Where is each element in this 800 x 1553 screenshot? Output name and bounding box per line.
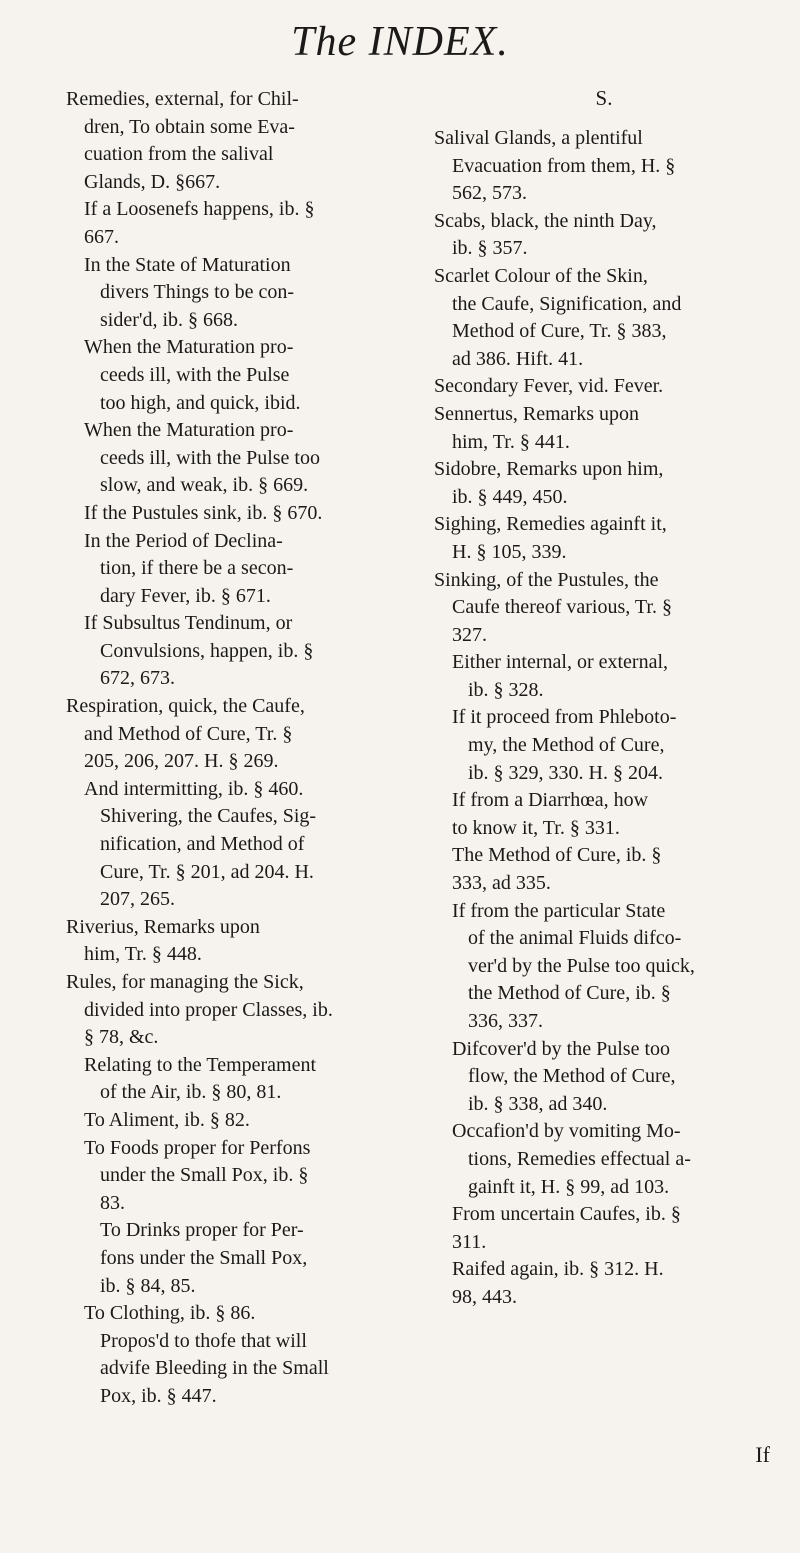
index-line: 672, 673. — [100, 667, 175, 690]
index-line: If it proceed from Phleboto- — [452, 706, 677, 729]
index-line: If from the particular State — [452, 899, 666, 922]
index-line: If Subsultus Tendinum, or — [84, 612, 293, 635]
index-line: Remedies, external, for Chil- — [66, 88, 299, 110]
index-line: divided into proper Classes, ib. — [84, 998, 333, 1021]
index-line: § 78, &c. — [84, 1026, 159, 1049]
index-line: Convulsions, happen, ib. § — [100, 639, 314, 662]
index-line: When the Maturation pro- — [84, 336, 294, 359]
index-line: In the Period of Declina- — [84, 529, 283, 552]
index-line: Method of Cure, Tr. § 383, — [452, 320, 667, 343]
index-line: my, the Method of Cure, — [468, 734, 665, 757]
index-line: ver'd by the Pulse too quick, — [468, 954, 695, 977]
running-head: The INDEX. — [291, 19, 509, 65]
index-line: ib. § 329, 330. H. § 204. — [468, 761, 663, 784]
index-line: Glands, D. §667. — [84, 170, 221, 193]
index-line: Sennertus, Remarks upon — [434, 402, 639, 425]
index-line: In the State of Maturation — [84, 253, 291, 276]
index-line: Secondary Fever, vid. Fever. — [434, 375, 664, 398]
index-line: Sinking, of the Pustules, the — [434, 568, 659, 591]
index-line: 327. — [452, 623, 487, 646]
index-line: And intermitting, ib. § 460. — [84, 777, 304, 800]
index-line: ceeds ill, with the Pulse too — [100, 446, 320, 469]
index-line: When the Maturation pro- — [84, 419, 294, 442]
index-line: Cure, Tr. § 201, ad 204. H. — [100, 860, 314, 883]
index-line: sider'd, ib. § 668. — [100, 308, 239, 331]
index-line: ad 386. Hift. 41. — [452, 347, 584, 370]
index-line: the Method of Cure, ib. § — [468, 982, 671, 1005]
index-line: cuation from the salival — [84, 143, 274, 166]
index-line: 667. — [84, 225, 119, 248]
index-line: Riverius, Remarks upon — [66, 915, 260, 938]
index-line: of the Air, ib. § 80, 81. — [100, 1081, 282, 1104]
index-line: dren, To obtain some Eva- — [84, 115, 295, 138]
index-line: dary Fever, ib. § 671. — [100, 584, 271, 607]
index-line: 562, 573. — [452, 182, 527, 205]
index-line: too high, and quick, ibid. — [100, 391, 301, 414]
index-line: Sidobre, Remarks upon him, — [434, 458, 664, 481]
index-line: Evacuation from them, H. § — [452, 154, 676, 177]
index-line: of the animal Fluids difco- — [468, 927, 682, 950]
index-line: him, Tr. § 448. — [84, 943, 202, 966]
index-line: divers Things to be con- — [100, 281, 295, 304]
index-line: Salival Glands, a plentiful — [434, 127, 643, 149]
index-line: ceeds ill, with the Pulse — [100, 363, 290, 386]
index-line: Difcover'd by the Pulse too — [452, 1037, 671, 1060]
index-line: 311. — [452, 1230, 487, 1253]
index-line: 205, 206, 207. H. § 269. — [84, 750, 279, 773]
index-line: slow, and weak, ib. § 669. — [100, 474, 309, 497]
index-line: advife Bleeding in the Small — [100, 1357, 329, 1380]
index-line: 336, 337. — [468, 1010, 543, 1032]
index-line: tions, Remedies effectual a- — [468, 1147, 691, 1170]
catchword: If — [755, 1442, 770, 1467]
index-line: to know it, Tr. § 331. — [452, 816, 620, 839]
index-line: Rules, for managing the Sick, — [66, 971, 304, 993]
index-line: ib. § 338, ad 340. — [468, 1092, 608, 1115]
left-column — [66, 86, 406, 1411]
index-line: under the Small Pox, ib. § — [100, 1164, 309, 1187]
index-line: H. § 105, 339. — [452, 540, 567, 563]
index-line: him, Tr. § 441. — [452, 430, 570, 453]
index-line: Occafion'd by vomiting Mo- — [452, 1120, 681, 1143]
index-line: tion, if there be a secon- — [100, 557, 294, 580]
index-line: To Foods proper for Perfons — [84, 1136, 311, 1159]
index-line: Raifed again, ib. § 312. H. — [452, 1258, 664, 1281]
index-line: 83. — [100, 1191, 125, 1214]
index-line: To Clothing, ib. § 86. — [84, 1302, 256, 1325]
index-line: and Method of Cure, Tr. § — [84, 722, 293, 745]
index-line: From uncertain Caufes, ib. § — [452, 1203, 681, 1226]
index-line: 333, ad 335. — [452, 872, 551, 895]
index-line: If the Pustules sink, ib. § 670. — [84, 501, 323, 524]
index-line: 98, 443. — [452, 1285, 517, 1308]
index-line: Shivering, the Caufes, Sig- — [100, 805, 317, 828]
index-line: 207, 265. — [100, 888, 175, 911]
index-line: If a Loosenefs happens, ib. § — [84, 198, 315, 221]
index-line: Scarlet Colour of the Skin, — [434, 264, 648, 287]
index-line: flow, the Method of Cure, — [468, 1065, 676, 1088]
index-line: ib. § 84, 85. — [100, 1274, 196, 1297]
index-line: Caufe thereof various, Tr. § — [452, 596, 672, 619]
index-line: nification, and Method of — [100, 833, 305, 856]
index-line: ib. § 357. — [452, 237, 528, 260]
index-line: ib. § 328. — [468, 678, 544, 701]
index-line: Sighing, Remedies againft it, — [434, 513, 667, 536]
index-line: To Aliment, ib. § 82. — [84, 1108, 250, 1131]
index-line: Propos'd to thofe that will — [100, 1329, 307, 1352]
index-line: gainft it, H. § 99, ad 103. — [468, 1175, 670, 1198]
index-line: the Caufe, Signification, and — [452, 292, 682, 315]
index-line: fons under the Small Pox, — [100, 1246, 308, 1269]
index-line: Either internal, or external, — [452, 651, 669, 674]
index-line: The Method of Cure, ib. § — [452, 844, 662, 867]
index-line: To Drinks proper for Per- — [100, 1219, 304, 1242]
section-letter: S. — [595, 86, 613, 110]
index-line: If from a Diarrhœa, how — [452, 789, 649, 812]
index-line: Scabs, black, the ninth Day, — [434, 209, 657, 232]
index-line: Pox, ib. § 447. — [100, 1384, 217, 1407]
index-line: ib. § 449, 450. — [452, 485, 568, 508]
index-line: Respiration, quick, the Caufe, — [66, 695, 305, 718]
right-column — [434, 86, 774, 1312]
index-line: Relating to the Temperament — [84, 1053, 317, 1076]
